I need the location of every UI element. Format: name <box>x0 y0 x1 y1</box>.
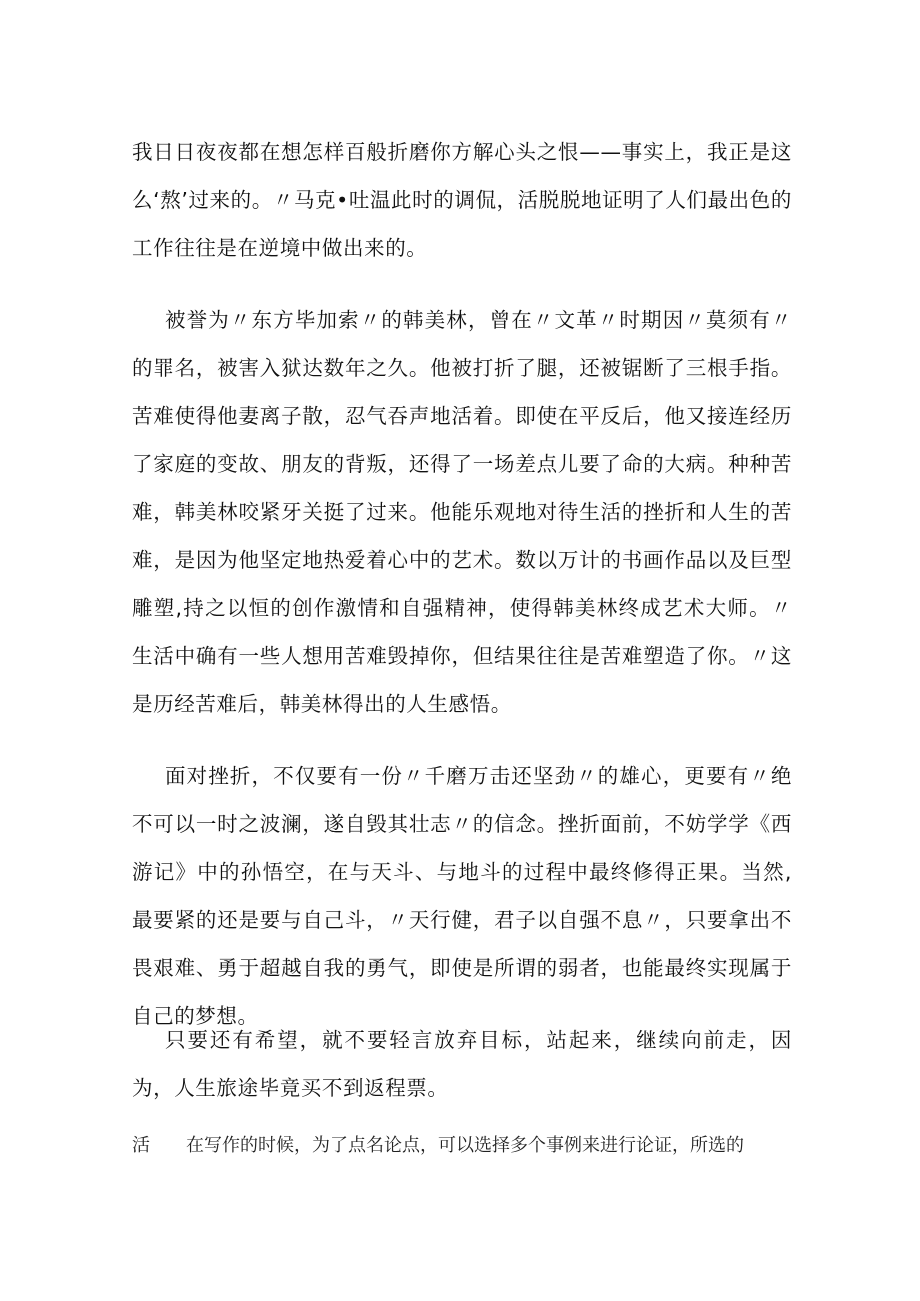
paragraph-keep-hope: 只要还有希望，就不要轻言放弃目标，站起来，继续向前走，因为，人生旅途毕竟买不到返程票。 <box>132 1028 792 1100</box>
footer-note-text: 在写作的时候，为了点名论点，可以选择多个事例来进行论证，所选的 <box>186 1135 744 1156</box>
footer-lead-char: 活 <box>132 1135 150 1156</box>
paragraph-mark-twain-quote: 我日日夜夜都在想怎样百般折磨你方解心头之恨——事实上，我正是这么‘熬’过来的。〃马克•吐温此时的调侃，活脱脱地证明了人们最出色的工作往往是在逆境中做出来的。 <box>132 140 792 260</box>
footer-note <box>132 1131 792 1161</box>
paragraph-han-meilin: 被誉为〃东方毕加索〃的韩美林，曾在〃文革〃时期因〃莫须有〃的罪名，被害入狱达数年之久。他被打折了腿，还被锯断了三根手指。苦难使得他妻离子散，忍气吞声地活着。即使在平反后，他又接连经历了家庭的变故、朋友的背叛，还得了一场差点儿要了命的大病。种种苦难，韩美林咬紧牙关挺了过来。他能乐观地对待生活的挫折和人生的苦难，是因为他坚定地热爱着心中的艺术。数以万计的书画作品以及巨型雕塑,持之以恒的创作激情和自强精神，使得韩美林终成艺术大师。〃生活中确有一些人想用苦难毁掉你，但结果往往是苦难塑造了你。〃这是历经苦难后，韩美林得出的人生感悟。 <box>132 308 792 716</box>
paragraph-facing-setbacks: 面对挫折，不仅要有一份〃千磨万击还坚劲〃的雄心，更要有〃绝不可以一时之波澜，遂自毁其壮志〃的信念。挫折面前，不妨学学《西游记》中的孙悟空，在与天斗、与地斗的过程中最终修得正果。当然,最要紧的还是要与自己斗，〃天行健，君子以自强不息〃，只要拿出不畏艰难、勇于超越自我的勇气，即使是所谓的弱者，也能最终实现属于自己的梦想。 <box>132 764 792 1028</box>
